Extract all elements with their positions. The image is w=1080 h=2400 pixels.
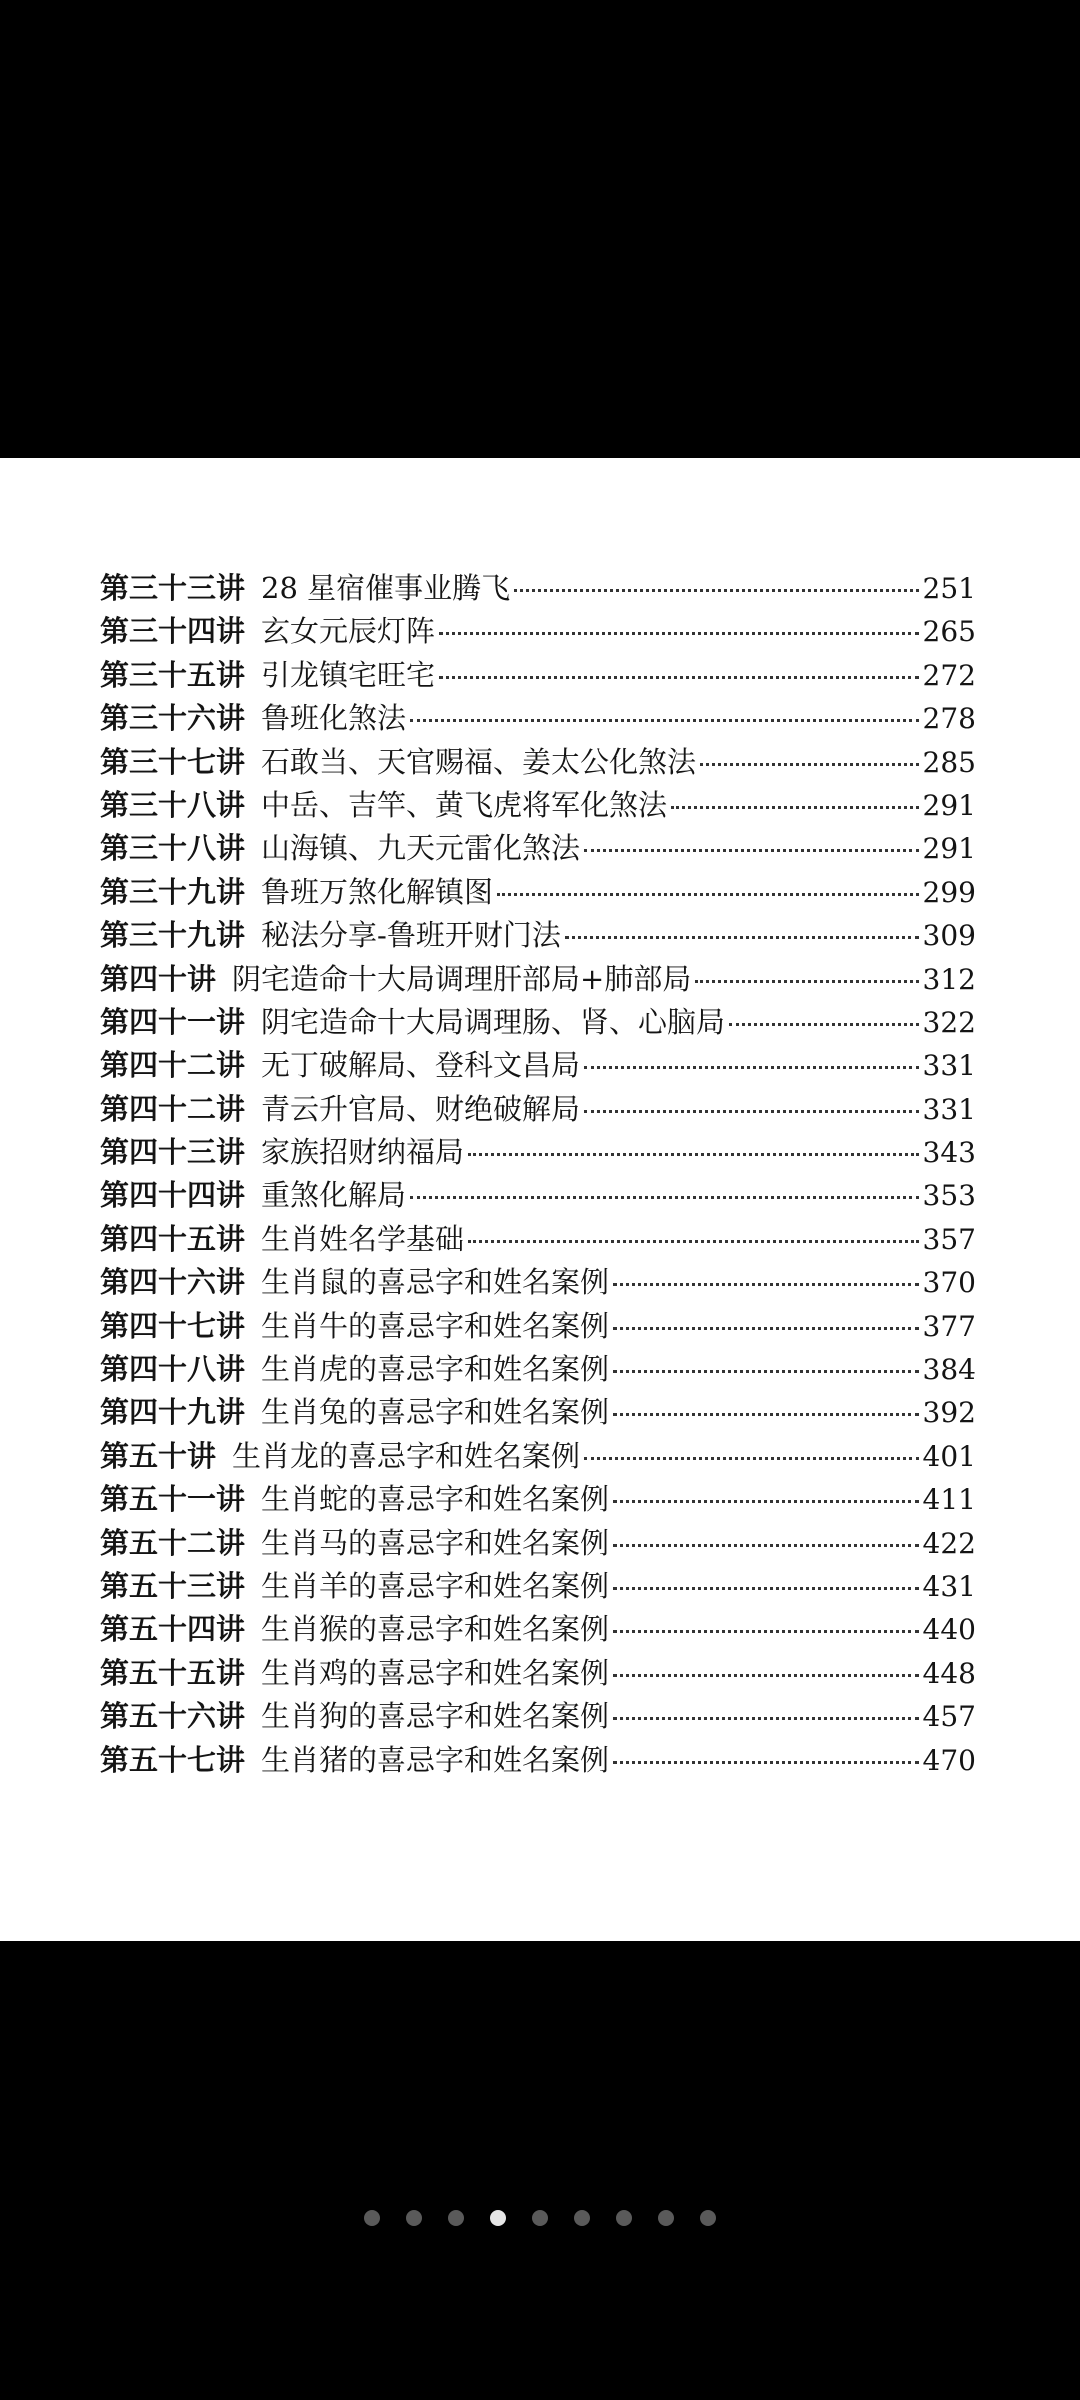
toc-page-number: 401	[922, 1439, 976, 1473]
toc-title: 玄女元辰灯阵	[261, 614, 436, 649]
toc-chapter-label: 第五十七讲	[100, 1742, 246, 1777]
toc-page-number: 357	[922, 1222, 976, 1256]
toc-page-number: 411	[922, 1483, 976, 1517]
toc-chapter-label: 第三十九讲	[100, 874, 246, 909]
toc-dot-leader	[497, 893, 919, 896]
toc-entry	[100, 1521, 976, 1564]
page-dot[interactable]	[532, 2210, 548, 2226]
toc-dot-leader	[613, 1630, 919, 1633]
toc-chapter-label: 第四十二讲	[100, 1091, 246, 1126]
toc-dot-leader	[729, 1023, 919, 1026]
toc-title: 阴宅造命十大局调理肝部局+肺部局	[232, 961, 692, 996]
page-indicator	[0, 2210, 1080, 2226]
toc-entry	[100, 1651, 976, 1694]
toc-dot-leader	[410, 719, 919, 722]
toc-entry	[100, 653, 976, 696]
toc-entry	[100, 1260, 976, 1303]
toc-page-number: 291	[922, 788, 976, 822]
toc-title: 无丁破解局、登科文昌局	[261, 1048, 581, 1083]
toc-title: 生肖兔的喜忌字和姓名案例	[261, 1395, 610, 1430]
toc-dot-leader	[584, 1457, 919, 1460]
toc-page-number: 309	[922, 919, 976, 953]
toc-chapter-label: 第三十八讲	[100, 831, 246, 866]
toc-chapter-label: 第四十一讲	[100, 1004, 246, 1039]
toc-dot-leader	[671, 806, 919, 809]
toc-title: 鲁班万煞化解镇图	[261, 874, 494, 909]
toc-dot-leader	[613, 1500, 919, 1503]
toc-dot-leader	[565, 936, 919, 939]
toc-title: 山海镇、九天元雷化煞法	[261, 831, 581, 866]
toc-chapter-label: 第四十四讲	[100, 1178, 246, 1213]
toc-entry	[100, 1607, 976, 1650]
toc-entry	[100, 1347, 976, 1390]
toc-chapter-label: 第五十三讲	[100, 1568, 246, 1603]
toc-entry	[100, 1694, 976, 1737]
page-dot[interactable]	[364, 2210, 380, 2226]
toc-entry	[100, 1130, 976, 1173]
toc-chapter-label: 第三十六讲	[100, 701, 246, 736]
table-of-contents	[100, 566, 976, 1781]
toc-chapter-label: 第三十九讲	[100, 918, 246, 953]
toc-title: 生肖鼠的喜忌字和姓名案例	[261, 1265, 610, 1300]
toc-entry	[100, 1564, 976, 1607]
toc-dot-leader	[439, 632, 919, 635]
toc-page-number: 422	[922, 1526, 976, 1560]
toc-entry	[100, 1087, 976, 1130]
page-dot[interactable]	[406, 2210, 422, 2226]
toc-chapter-label: 第四十五讲	[100, 1221, 246, 1256]
toc-dot-leader	[584, 849, 919, 852]
toc-chapter-label: 第五十讲	[100, 1438, 217, 1473]
page-dot[interactable]	[700, 2210, 716, 2226]
toc-page-number: 278	[922, 702, 976, 736]
page-dot[interactable]	[448, 2210, 464, 2226]
toc-chapter-label: 第五十四讲	[100, 1612, 246, 1647]
toc-chapter-label: 第三十八讲	[100, 787, 246, 822]
toc-dot-leader	[613, 1674, 919, 1677]
toc-entry	[100, 1217, 976, 1260]
toc-title: 生肖鸡的喜忌字和姓名案例	[261, 1655, 610, 1690]
toc-title: 阴宅造命十大局调理肠、肾、心脑局	[261, 1004, 726, 1039]
toc-entry	[100, 1477, 976, 1520]
toc-title: 28 星宿催事业腾飞	[261, 571, 511, 605]
toc-chapter-label: 第五十五讲	[100, 1655, 246, 1690]
toc-title: 青云升官局、财绝破解局	[261, 1091, 581, 1126]
toc-dot-leader	[410, 1196, 919, 1199]
toc-page-number: 377	[922, 1309, 976, 1343]
toc-entry	[100, 783, 976, 826]
toc-dot-leader	[514, 589, 918, 592]
toc-page-number: 291	[922, 832, 976, 866]
toc-page-number: 312	[922, 962, 976, 996]
toc-chapter-label: 第四十三讲	[100, 1135, 246, 1170]
toc-title: 秘法分享-鲁班开财门法	[261, 918, 561, 953]
toc-entry	[100, 913, 976, 956]
toc-dot-leader	[613, 1761, 919, 1764]
toc-page-number: 440	[922, 1613, 976, 1647]
toc-page-number: 331	[922, 1092, 976, 1126]
toc-page-number: 448	[922, 1656, 976, 1690]
toc-entry	[100, 1738, 976, 1781]
toc-page-number: 470	[922, 1743, 976, 1777]
toc-chapter-label: 第四十讲	[100, 961, 217, 996]
toc-chapter-label: 第四十二讲	[100, 1048, 246, 1083]
toc-title: 生肖姓名学基础	[261, 1221, 465, 1256]
toc-page-number: 353	[922, 1179, 976, 1213]
page-dot[interactable]	[658, 2210, 674, 2226]
toc-page-number: 272	[922, 658, 976, 692]
toc-chapter-label: 第四十八讲	[100, 1352, 246, 1387]
toc-entry	[100, 1304, 976, 1347]
toc-title: 生肖虎的喜忌字和姓名案例	[261, 1352, 610, 1387]
toc-entry	[100, 1043, 976, 1086]
page-dot-active[interactable]	[490, 2210, 506, 2226]
toc-title: 生肖狗的喜忌字和姓名案例	[261, 1699, 610, 1734]
toc-chapter-label: 第五十六讲	[100, 1699, 246, 1734]
toc-page-number: 431	[922, 1569, 976, 1603]
toc-page-number: 285	[922, 745, 976, 779]
toc-title: 生肖马的喜忌字和姓名案例	[261, 1525, 610, 1560]
toc-title: 家族招财纳福局	[261, 1135, 465, 1170]
toc-title: 引龙镇宅旺宅	[261, 657, 436, 692]
toc-entry	[100, 1173, 976, 1216]
toc-chapter-label: 第三十五讲	[100, 657, 246, 692]
page-dot[interactable]	[574, 2210, 590, 2226]
toc-title: 重煞化解局	[261, 1178, 407, 1213]
toc-chapter-label: 第三十七讲	[100, 744, 246, 779]
toc-entry	[100, 957, 976, 1000]
toc-chapter-label: 第四十七讲	[100, 1308, 246, 1343]
toc-chapter-label: 第四十六讲	[100, 1265, 246, 1300]
toc-entry	[100, 566, 976, 609]
toc-page-number: 322	[922, 1005, 976, 1039]
toc-title: 中岳、吉竿、黄飞虎将军化煞法	[261, 787, 668, 822]
toc-title: 生肖牛的喜忌字和姓名案例	[261, 1308, 610, 1343]
document-photo[interactable]	[0, 458, 1080, 1941]
toc-entry	[100, 609, 976, 652]
toc-page-number: 457	[922, 1700, 976, 1734]
toc-dot-leader	[613, 1327, 919, 1330]
toc-dot-leader	[613, 1587, 919, 1590]
toc-dot-leader	[468, 1153, 919, 1156]
toc-dot-leader	[439, 676, 919, 679]
toc-title: 生肖猪的喜忌字和姓名案例	[261, 1742, 610, 1777]
toc-dot-leader	[613, 1283, 919, 1286]
toc-dot-leader	[613, 1413, 919, 1416]
toc-chapter-label: 第四十九讲	[100, 1395, 246, 1430]
toc-entry	[100, 826, 976, 869]
toc-title: 生肖猴的喜忌字和姓名案例	[261, 1612, 610, 1647]
toc-page-number: 299	[922, 875, 976, 909]
toc-entry	[100, 696, 976, 739]
toc-entry	[100, 1434, 976, 1477]
page-dot[interactable]	[616, 2210, 632, 2226]
toc-page-number: 343	[922, 1136, 976, 1170]
toc-dot-leader	[613, 1717, 919, 1720]
toc-chapter-label: 第五十二讲	[100, 1525, 246, 1560]
toc-entry	[100, 740, 976, 783]
toc-title: 鲁班化煞法	[261, 701, 407, 736]
toc-title: 生肖蛇的喜忌字和姓名案例	[261, 1482, 610, 1517]
toc-page-number: 384	[922, 1353, 976, 1387]
toc-title: 生肖羊的喜忌字和姓名案例	[261, 1568, 610, 1603]
toc-dot-leader	[584, 1066, 919, 1069]
toc-title: 石敢当、天官赐福、姜太公化煞法	[261, 744, 697, 779]
toc-page-number: 251	[922, 572, 976, 605]
toc-dot-leader	[613, 1370, 919, 1373]
toc-dot-leader	[613, 1544, 919, 1547]
toc-dot-leader	[468, 1240, 919, 1243]
toc-dot-leader	[584, 1110, 919, 1113]
toc-entry	[100, 1390, 976, 1433]
toc-page-number: 265	[922, 615, 976, 649]
toc-chapter-label: 第三十三讲	[100, 571, 246, 605]
toc-dot-leader	[695, 980, 918, 983]
toc-page-number: 392	[922, 1396, 976, 1430]
toc-entry	[100, 870, 976, 913]
toc-chapter-label: 第五十一讲	[100, 1482, 246, 1517]
toc-entry	[100, 1000, 976, 1043]
toc-title: 生肖龙的喜忌字和姓名案例	[232, 1438, 581, 1473]
toc-dot-leader	[700, 763, 919, 766]
toc-chapter-label: 第三十四讲	[100, 614, 246, 649]
toc-page-number: 370	[922, 1266, 976, 1300]
toc-page-number: 331	[922, 1049, 976, 1083]
